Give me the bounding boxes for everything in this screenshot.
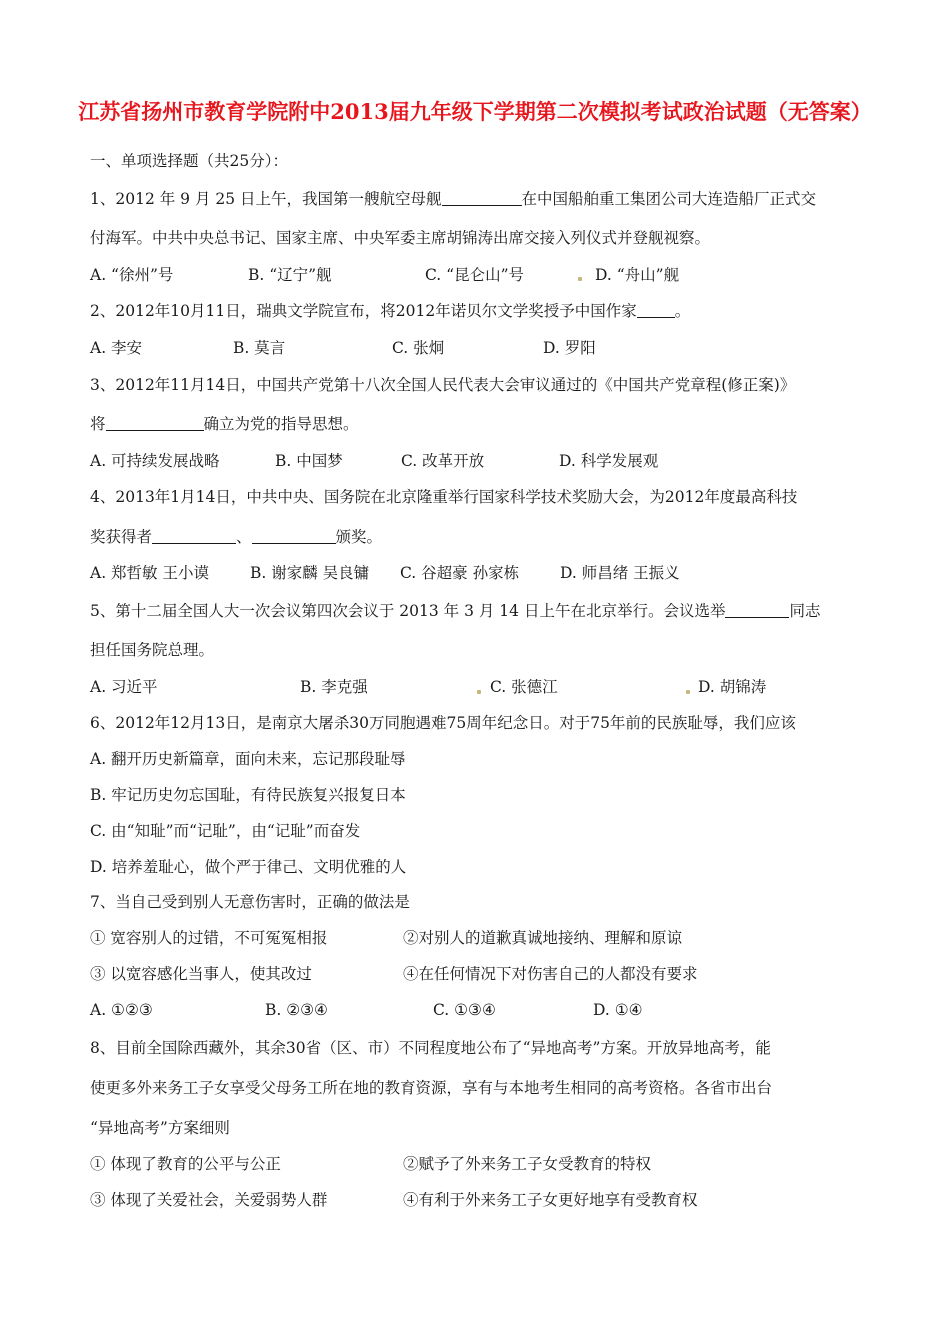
question-4-option-b: B. 谢家麟 吴良镛: [250, 564, 370, 582]
answer-blank: [442, 189, 522, 206]
question-7-option-b: B. ②③④: [265, 1001, 328, 1019]
question-7-line-1: 7、当自己受到别人无意伤害时，正确的做法是: [90, 893, 410, 911]
question-8-item-3: ③ 体现了关爱社会，关爱弱势人群: [90, 1191, 328, 1209]
question-7-option-d: D. ①④: [593, 1001, 643, 1019]
question-5-text-a: 5、第十二届全国人大一次会议第四次会议于 2013 年 3 月 14 日上午在北京举行。会议选举: [90, 602, 726, 620]
question-1-option-b: B. “辽宁”舰: [248, 266, 332, 284]
question-4-text-a: 奖获得者: [90, 528, 153, 546]
scan-dot: [477, 690, 481, 694]
question-6-option-b: B. 牢记历史勿忘国耻，有待民族复兴报复日本: [90, 786, 406, 804]
question-3-line-1: 3、2012年11月14日，中国共产党第十八次全国人民代表大会审议通过的《中国共产党章程(修正案)》: [90, 376, 796, 394]
question-3-option-d: D. 科学发展观: [559, 452, 659, 470]
question-2-text-b: 。: [674, 302, 691, 320]
question-6-line-1: 6、2012年12月13日，是南京大屠杀30万同胞遇难75周年纪念日。对于75年前的民族耻辱，我们应该: [90, 714, 796, 732]
answer-blank: [252, 527, 336, 544]
question-2-line-1: [90, 301, 690, 321]
question-3-option-a: A. 可持续发展战略: [90, 452, 220, 470]
question-5-option-c: C. 张德江: [490, 678, 558, 696]
question-7-item-1: ① 宽容别人的过错，不可冤冤相报: [90, 929, 328, 947]
question-2-option-c: C. 张炯: [392, 339, 445, 357]
question-5-option-a: A. 习近平: [90, 678, 158, 696]
question-7-item-2: ②对别人的道歉真诚地接纳、理解和原谅: [403, 929, 683, 947]
question-4-option-a: A. 郑哲敏 王小谟: [90, 564, 209, 582]
question-7-item-3: ③ 以宽容感化当事人，使其改过: [90, 965, 312, 983]
question-3-line-2: [90, 414, 359, 434]
question-6-option-c: C. 由“知耻”而“记耻”，由“记耻”而奋发: [90, 822, 361, 840]
answer-blank: [152, 527, 236, 544]
question-5-line-2: 担任国务院总理。: [90, 641, 215, 659]
question-7-item-4: ④在任何情况下对伤害自己的人都没有要求: [403, 965, 698, 983]
question-3-option-c: C. 改革开放: [401, 452, 485, 470]
question-4-text-c: 颁奖。: [335, 528, 383, 546]
question-4-line-1: 4、2013年1月14日，中共中央、国务院在北京隆重举行国家科学技术奖励大会，为2012年度最高科技: [90, 488, 798, 506]
question-2-option-a: A. 李安: [90, 339, 143, 357]
question-4-option-c: C. 谷超豪 孙家栋: [400, 564, 520, 582]
question-3-option-b: B. 中国梦: [275, 452, 343, 470]
question-7-option-a: A. ①②③: [90, 1001, 153, 1019]
question-4-line-2: [90, 527, 382, 547]
question-8-line-2: 使更多外来务工子女享受父母务工所在地的教育资源，享有与本地考生相同的高考资格。各省市出台: [90, 1079, 773, 1097]
question-1-line-1: [90, 189, 816, 209]
question-1-option-a: A. “徐州”号: [90, 266, 174, 284]
question-2-text-a: 2、2012年10月11日，瑞典文学院宣布，将2012年诺贝尔文学奖授予中国作家: [90, 302, 637, 320]
question-5-text-b: 同志: [789, 602, 821, 620]
question-2-option-b: B. 莫言: [233, 339, 286, 357]
section-heading: 一、单项选择题（共25分）：: [90, 152, 288, 170]
question-8-line-3: “异地高考”方案细则: [90, 1119, 230, 1137]
question-3-text-b: 确立为党的指导思想。: [203, 415, 359, 433]
question-5-option-b: B. 李克强: [300, 678, 368, 696]
question-6-option-a: A. 翻开历史新篇章，面向未来，忘记那段耻辱: [90, 750, 406, 768]
question-8-item-2: ②赋予了外来务工子女受教育的特权: [403, 1155, 652, 1173]
question-8-item-4: ④有利于外来务工子女更好地享有受教育权: [403, 1191, 698, 1209]
scan-dot: [686, 690, 690, 694]
question-1-option-c: C. “昆仑山”号: [425, 266, 525, 284]
question-1-text-a: 1、2012 年 9 月 25 日上午，我国第一艘航空母舰: [90, 190, 442, 208]
answer-blank: [725, 601, 789, 618]
answer-blank: [106, 414, 204, 431]
question-4-text-b: 、: [236, 528, 252, 546]
question-1-option-d: D. “舟山”舰: [595, 266, 680, 284]
document-title: 江苏省扬州市教育学院附中2013届九年级下学期第二次模拟考试政治试题（无答案）: [78, 99, 872, 124]
question-5-option-d: D. 胡锦涛: [698, 678, 767, 696]
question-1-line-2: 付海军。中共中央总书记、国家主席、中央军委主席胡锦涛出席交接入列仪式并登舰视察。: [90, 229, 711, 247]
question-7-option-c: C. ①③④: [433, 1001, 496, 1019]
question-6-option-d: D. 培养羞耻心，做个严于律己、文明优雅的人: [90, 858, 407, 876]
question-8-line-1: 8、目前全国除西藏外，其余30省（区、市）不同程度地公布了“异地高考”方案。开放异地高考，能: [90, 1039, 771, 1057]
question-1-text-b: 在中国船舶重工集团公司大连造船厂正式交: [521, 190, 817, 208]
question-5-line-1: [90, 601, 820, 621]
question-2-option-d: D. 罗阳: [543, 339, 596, 357]
question-8-item-1: ① 体现了教育的公平与公正: [90, 1155, 281, 1173]
question-3-text-a: 将: [90, 415, 106, 433]
question-4-option-d: D. 师昌绪 王振义: [560, 564, 680, 582]
scan-dot: [578, 277, 582, 281]
answer-blank: [637, 301, 675, 318]
